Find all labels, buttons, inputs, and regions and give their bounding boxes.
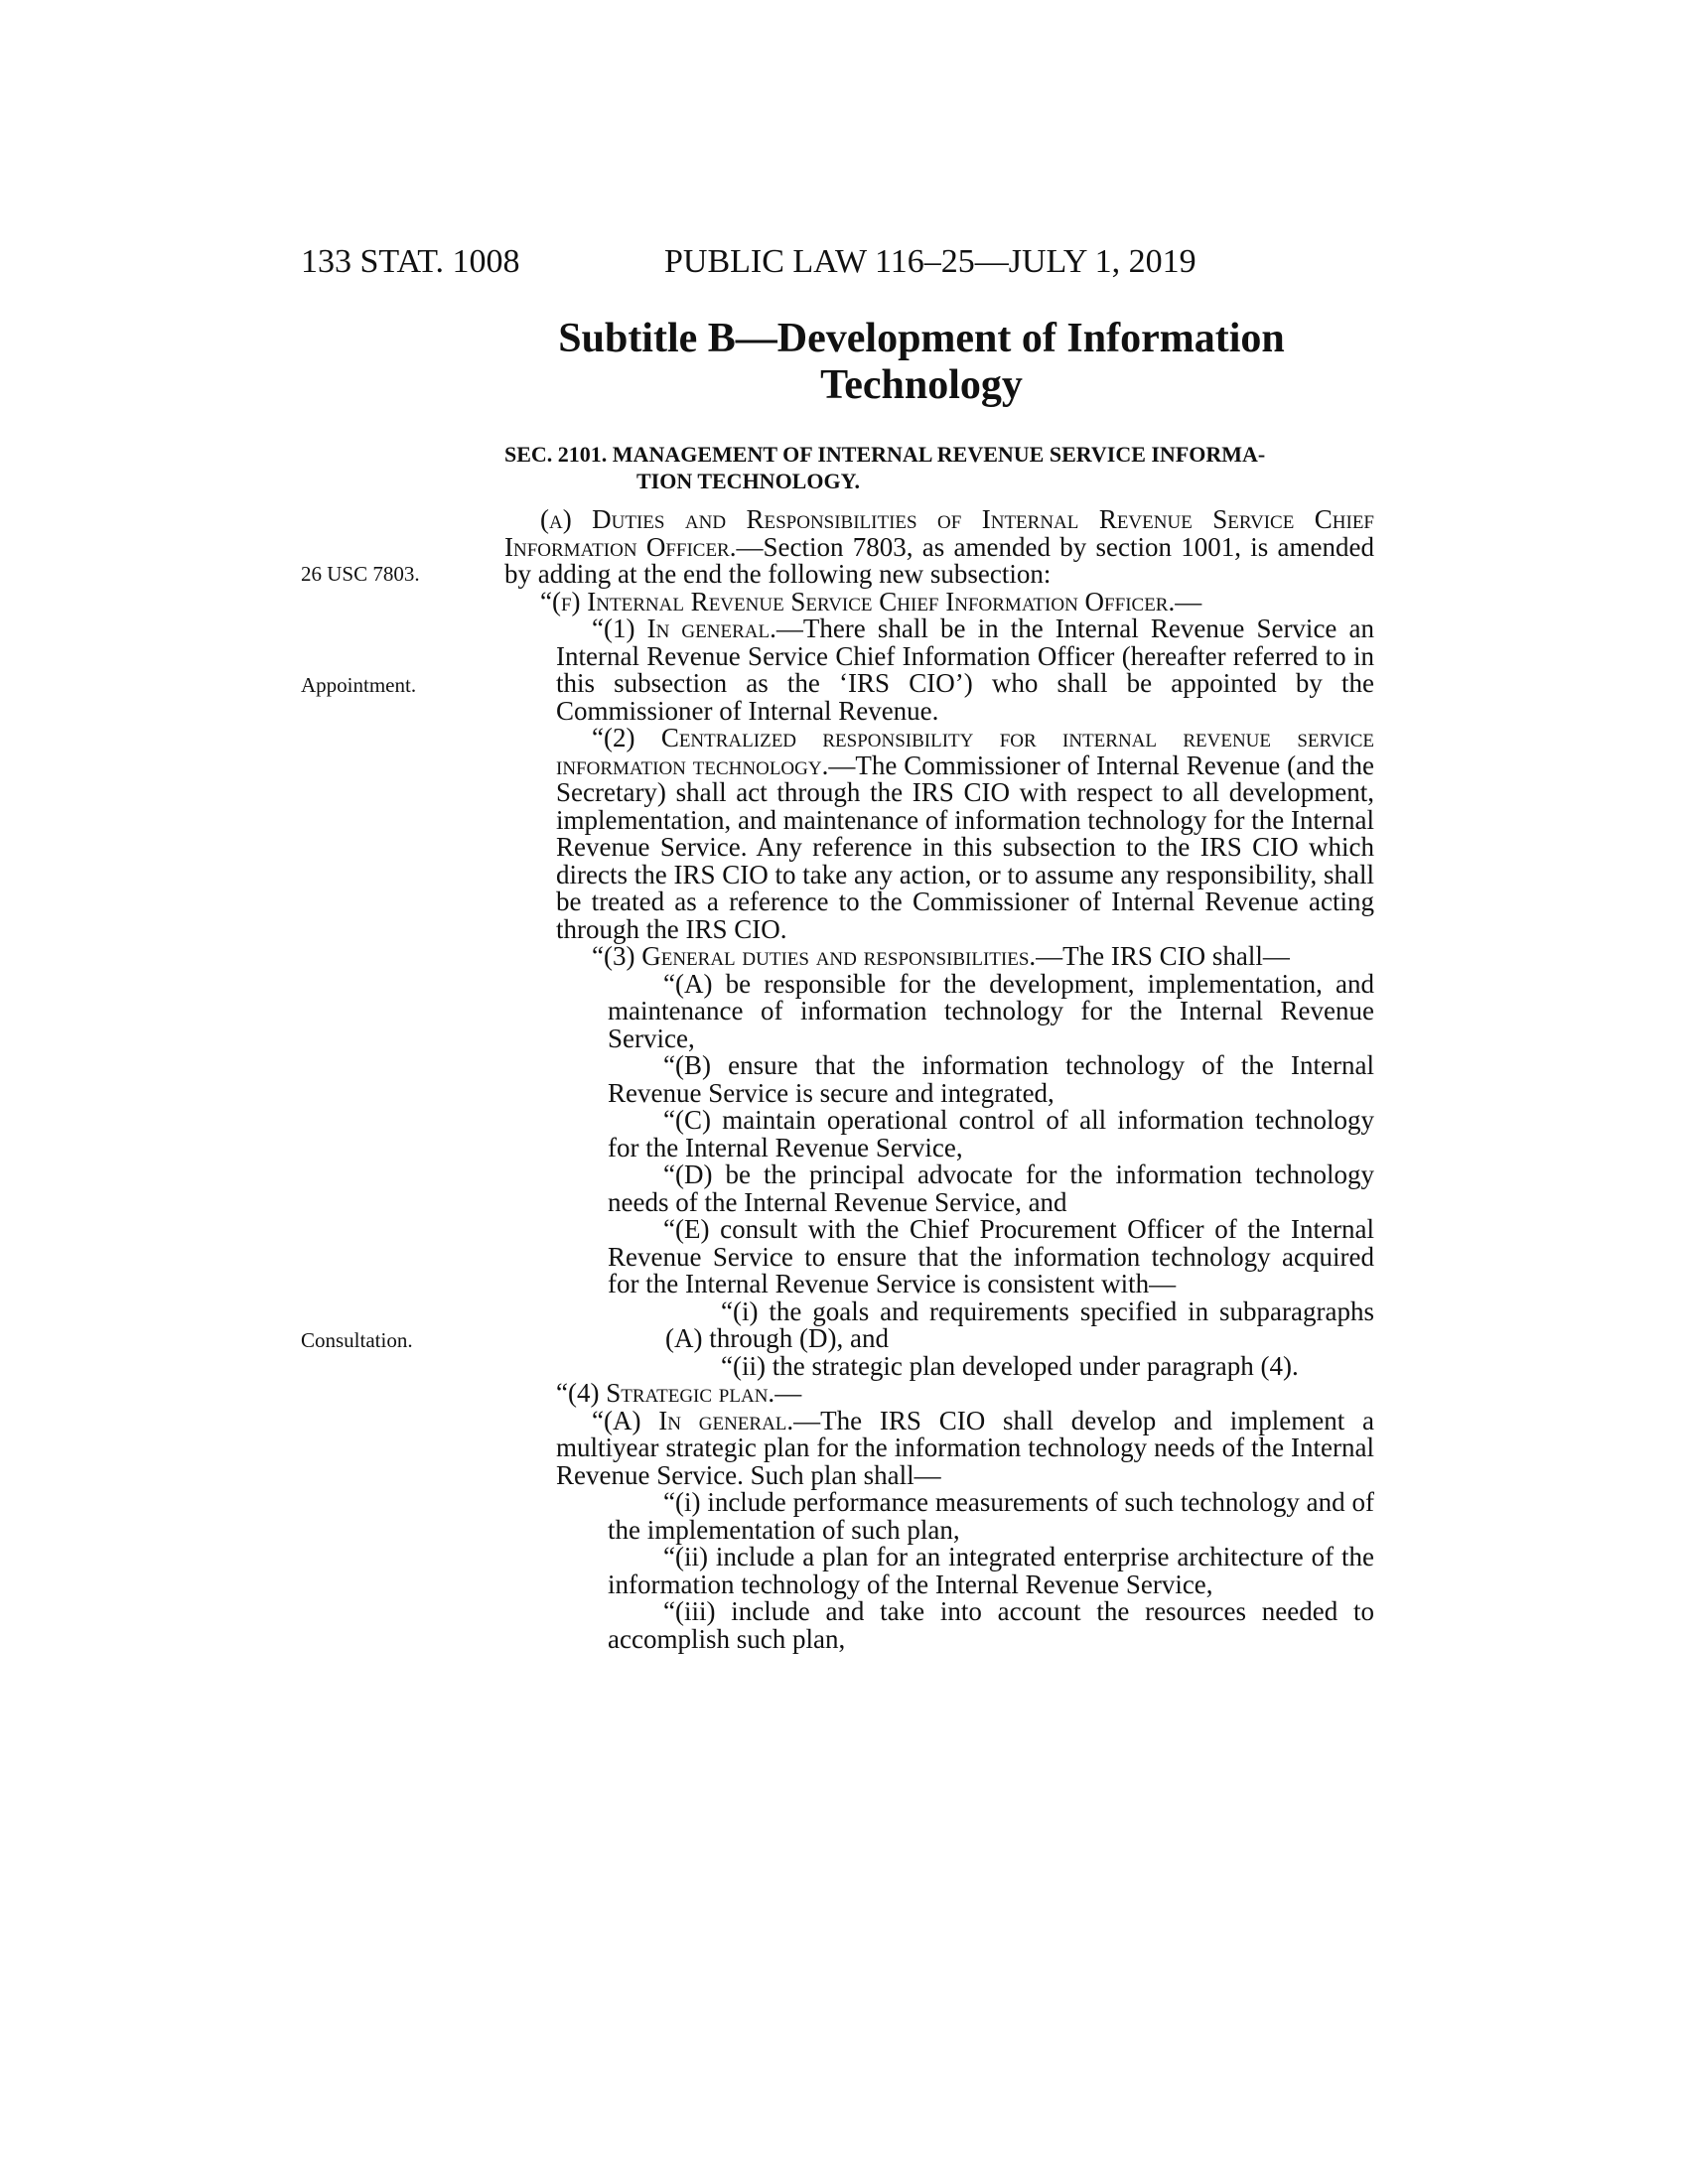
paragraph-4-dash: — — [774, 1378, 802, 1408]
subtitle-line-1: Subtitle B—Development of Information — [558, 316, 1285, 361]
margin-note-usc: 26 USC 7803. — [301, 562, 420, 586]
stat-page-reference: 133 STAT. 1008 — [301, 243, 520, 280]
paragraph-2 — [504, 725, 1374, 943]
subparagraph-4-A — [504, 1405, 1374, 1490]
paragraph-4-title: Strategic plan. — [606, 1378, 775, 1408]
subtitle-heading — [504, 316, 1338, 409]
paragraph-2-number: “(2) — [592, 723, 661, 752]
subparagraph-3-E: “(E) consult with the Chief Procurement Officer of the Internal Revenue Service to ensure that the information technology acquired for the Internal Revenue Service is consistent with— — [608, 1214, 1374, 1298]
clause-4-A-ii: “(ii) include a plan for an integrated enterprise architecture of the information technology of the Internal Revenue Service, — [608, 1542, 1374, 1599]
paragraph-2-heading: Centralized responsibility for internal revenue service information technology. — [556, 723, 1374, 780]
subparagraph-3-D: “(D) be the principal advocate for the information technology needs of the Internal Revenue Service, and — [608, 1160, 1374, 1217]
clause-3-E-ii: “(ii) the strategic plan developed under paragraph (4). — [721, 1350, 1299, 1381]
paragraph-1-number: “(1) — [592, 614, 647, 643]
subtitle-line-2: Technology — [820, 362, 1023, 408]
section-heading-line-1: SEC. 2101. MANAGEMENT OF INTERNAL REVENUE SERVICE INFORMA- — [504, 442, 1266, 467]
paragraph-3-heading: General duties and responsibilities. — [641, 941, 1037, 971]
statute-body — [504, 506, 1374, 1653]
subsection-f-title: “(f) Internal Revenue Service Chief Information Officer. — [540, 586, 1176, 616]
margin-note-appointment: Appointment. — [301, 673, 417, 697]
paragraph-3-text: —The IRS CIO shall— — [1036, 941, 1290, 971]
subsection-a-text: —Section 7803, as amended by section 1001, is amended by adding at the end the following new subsection: — [504, 531, 1374, 589]
paragraph-3 — [504, 943, 1374, 971]
paragraph-2-text: —The Commissioner of Internal Revenue (and the Secretary) shall act through the IRS CIO with respect to all development, implementation, and maintenance of information technology for the Internal Revenue Service. Any reference in this subsection to the IRS CIO which directs the IRS CIO to take any action, or to assume any responsibility, shall be treated as a reference to the Commissioner of Internal Revenue acting through the IRS CIO. — [556, 750, 1374, 944]
section-heading-line-2: TION TECHNOLOGY. — [636, 469, 860, 493]
subsection-f-dash: — — [1175, 586, 1202, 616]
clause-3-E-i: “(i) the goals and requirements specified in subparagraphs (A) through (D), and — [665, 1296, 1374, 1353]
subparagraph-3-B: “(B) ensure that the information technology of the Internal Revenue Service is secure and integrated, — [608, 1050, 1374, 1108]
subsection-f-heading — [504, 586, 1374, 616]
clause-4-A-i: “(i) include performance measurements of such technology and of the implementation of such plan, — [608, 1487, 1374, 1545]
subparagraph-4-A-number: “(A) — [592, 1405, 659, 1435]
paragraph-4-heading — [504, 1380, 1374, 1408]
margin-note-consultation: Consultation. — [301, 1328, 413, 1352]
subsection-a-heading: (a) Duties and Responsibilities of Internal Revenue Service Chief Information Officer. — [504, 504, 1374, 562]
public-law-header: PUBLIC LAW 116–25—JULY 1, 2019 — [664, 243, 1196, 280]
paragraph-4-number: “(4) — [556, 1378, 607, 1408]
paragraph-1 — [504, 615, 1374, 725]
paragraph-3-number: “(3) — [592, 941, 642, 971]
section-heading — [504, 441, 1374, 494]
subparagraph-3-C: “(C) maintain operational control of all information technology for the Internal Revenue Service, — [608, 1105, 1374, 1162]
paragraph-1-heading: In general. — [646, 614, 776, 643]
subparagraph-3-A: “(A) be responsible for the development, implementation, and maintenance of information technology for the Internal Revenue Service, — [608, 968, 1374, 1053]
subparagraph-4-A-heading: In general. — [658, 1405, 794, 1435]
paragraph-1-text: —There shall be in the Internal Revenue Service an Internal Revenue Service Chief Information Officer (hereafter referred to in this subsection as the ‘IRS CIO’) who shall be appointed by the Commissioner of Internal Revenue. — [556, 614, 1375, 726]
subparagraph-4-A-text: —The IRS CIO shall develop and implement a multiyear strategic plan for the information technology needs of the Internal Revenue Service. Such plan shall— — [556, 1405, 1374, 1490]
clause-4-A-iii: “(iii) include and take into account the resources needed to accomplish such plan, — [608, 1596, 1374, 1654]
subsection-a — [504, 506, 1374, 589]
